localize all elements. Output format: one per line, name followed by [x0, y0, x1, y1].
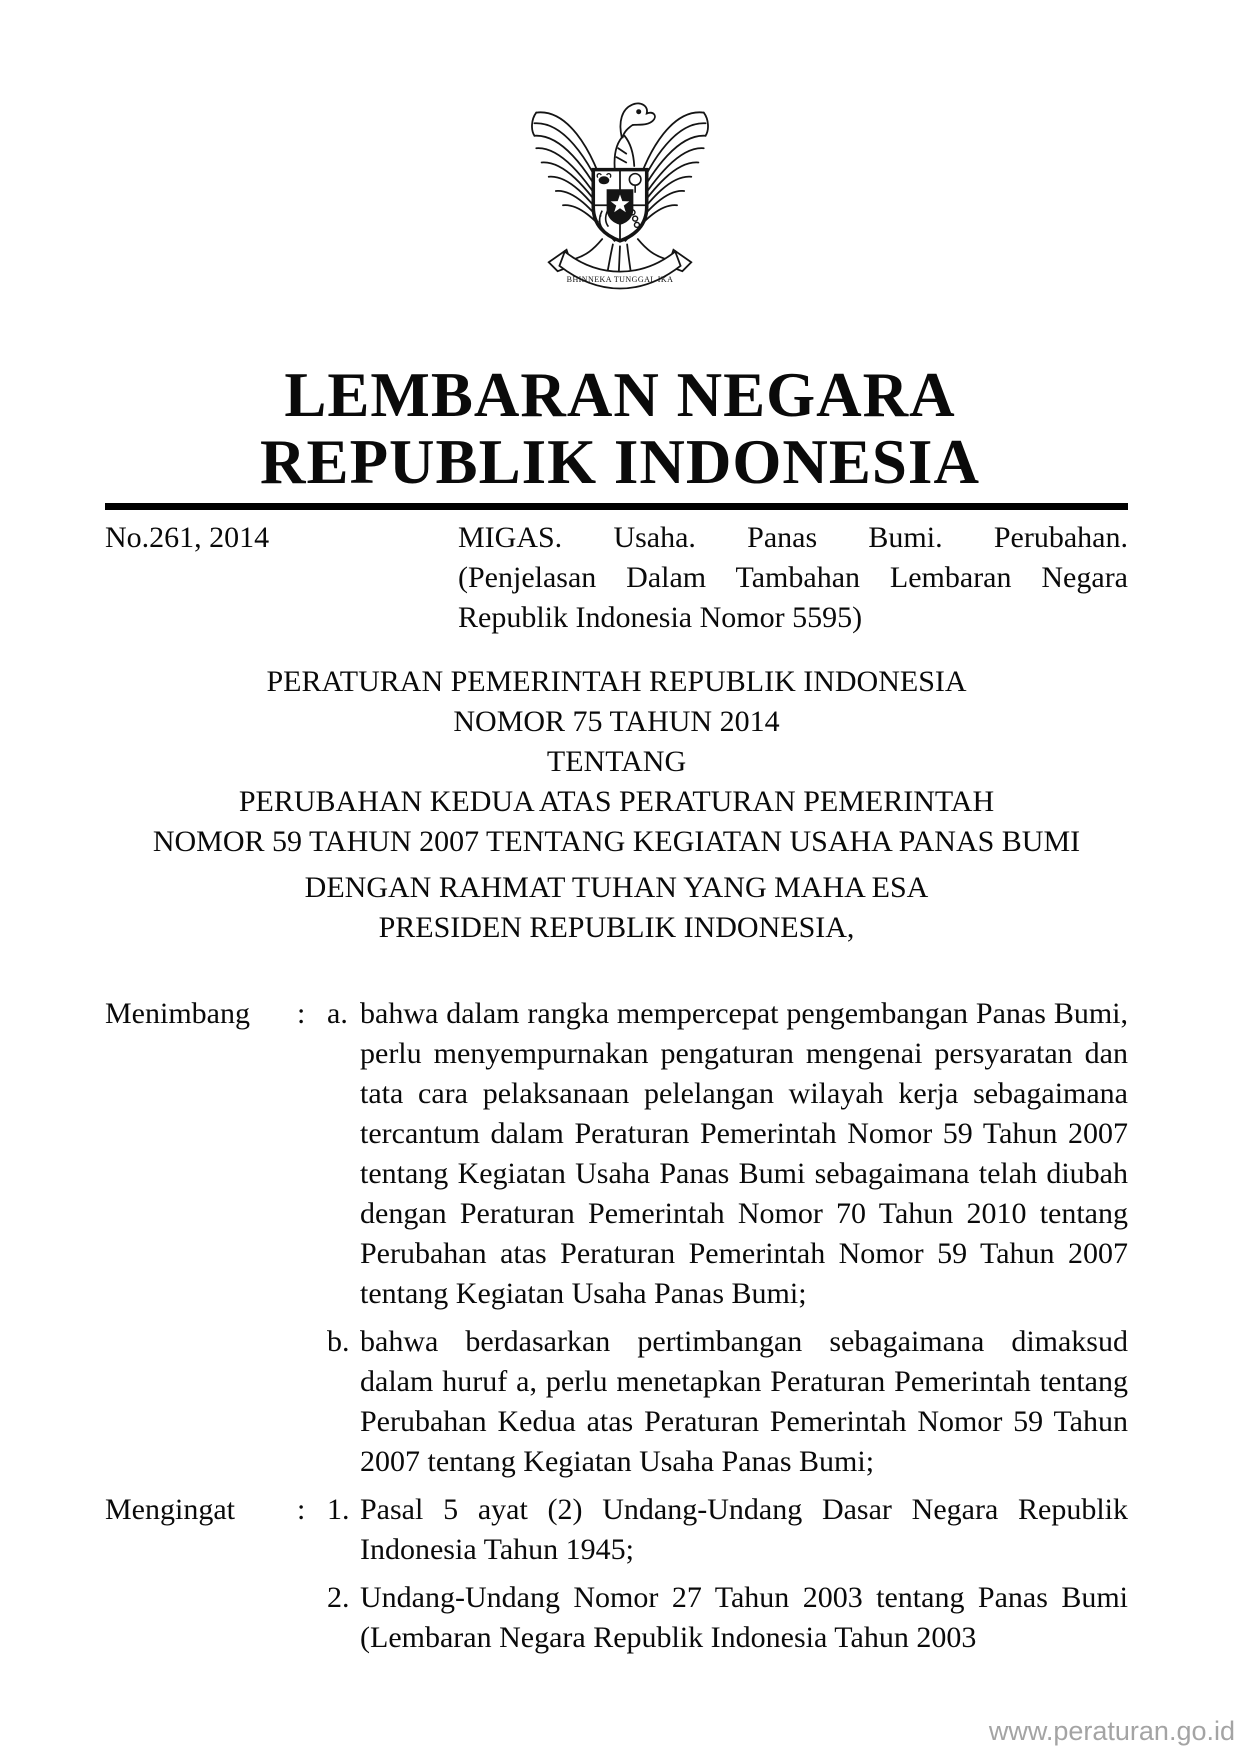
mengingat-item-1 [105, 1490, 1128, 1570]
item-marker: b. [327, 1325, 350, 1358]
gazette-subject-line: Republik Indonesia Nomor 5595) [458, 601, 863, 634]
regulation-heading-line: PERATURAN PEMERINTAH REPUBLIK INDONESIA [266, 665, 967, 698]
gazette-subject-line: (Penjelasan Dalam Tambahan Lembaran Negara [458, 561, 1128, 594]
item-text: bahwa dalam rangka mempercepat pengembangan Panas Bumi, perlu menyempurnakan pengaturan mengenai persyaratan dan tata cara pelaksanaan pelelangan wilayah kerja sebagaimana tercantum dalam Peraturan Pemerintah Nomor 59 Tahun 2007 tentang Kegiatan Usaha Panas Bumi sebagaimana telah diubah dengan Peraturan Pemerintah Nomor 70 Tahun 2010 tentang Perubahan atas Peraturan Pemerintah Nomor 59 Tahun 2007 tentang Kegiatan Usaha Panas Bumi; [360, 997, 1128, 1310]
item-marker: 1. [327, 1493, 350, 1526]
item-marker: a. [327, 997, 348, 1030]
gazette-meta-row [105, 510, 1128, 638]
masthead-emblem-area [0, 0, 1240, 306]
masthead-rule [105, 503, 1128, 510]
masthead-title-line2: REPUBLIK INDONESIA [260, 427, 980, 497]
gazette-masthead-title [0, 362, 1240, 496]
menimbang-item-b [105, 1322, 1128, 1482]
invocation-block [105, 868, 1128, 948]
masthead-title-line1: LEMBARAN NEGARA [284, 360, 956, 430]
item-text: Undang-Undang Nomor 27 Tahun 2003 tentang Panas Bumi (Lembaran Negara Republik Indonesia Tahun 2003 [360, 1581, 1128, 1654]
authority-line: PRESIDEN REPUBLIK INDONESIA, [378, 911, 855, 944]
gazette-subject-line: MIGAS. Usaha. Panas Bumi. Perubahan. [458, 521, 1128, 554]
garuda-pancasila-emblem-icon [522, 84, 718, 306]
gazette-subject [458, 518, 1128, 638]
mengingat-label: Mengingat [105, 1493, 235, 1526]
gazette-number: No.261, 2014 [105, 521, 270, 554]
item-marker: 2. [327, 1581, 350, 1614]
invocation-line: DENGAN RAHMAT TUHAN YANG MAHA ESA [304, 871, 929, 904]
colon-separator: : [297, 1493, 306, 1526]
regulation-heading-line: NOMOR 75 TAHUN 2014 [453, 705, 780, 738]
considerations-section [105, 994, 1128, 1658]
regulation-heading-line: TENTANG [546, 745, 687, 778]
document-body [0, 503, 1240, 1658]
regulation-heading [105, 662, 1128, 862]
garuda-motto-text: BHINNEKA TUNGGAL IKA [566, 274, 674, 284]
item-text: Pasal 5 ayat (2) Undang-Undang Dasar Negara Republik Indonesia Tahun 1945; [360, 1493, 1128, 1566]
garuda-shield [593, 170, 646, 241]
regulation-heading-line: PERUBAHAN KEDUA ATAS PERATURAN PEMERINTAH [238, 785, 995, 818]
mengingat-item-2 [105, 1578, 1128, 1658]
regulation-heading-line: NOMOR 59 TAHUN 2007 TENTANG KEGIATAN USAHA PANAS BUMI [152, 825, 1081, 858]
footer-watermark-url: www.peraturan.go.id [988, 1716, 1235, 1746]
menimbang-label: Menimbang [105, 997, 250, 1030]
item-text: bahwa berdasarkan pertimbangan sebagaimana dimaksud dalam huruf a, perlu menetapkan Peraturan Pemerintah tentang Perubahan Kedua atas Peraturan Pemerintah Nomor 59 Tahun 2007 tentang Kegiatan Usaha Panas Bumi; [360, 1325, 1128, 1478]
colon-separator: : [297, 997, 306, 1030]
menimbang-item-a [105, 994, 1128, 1314]
